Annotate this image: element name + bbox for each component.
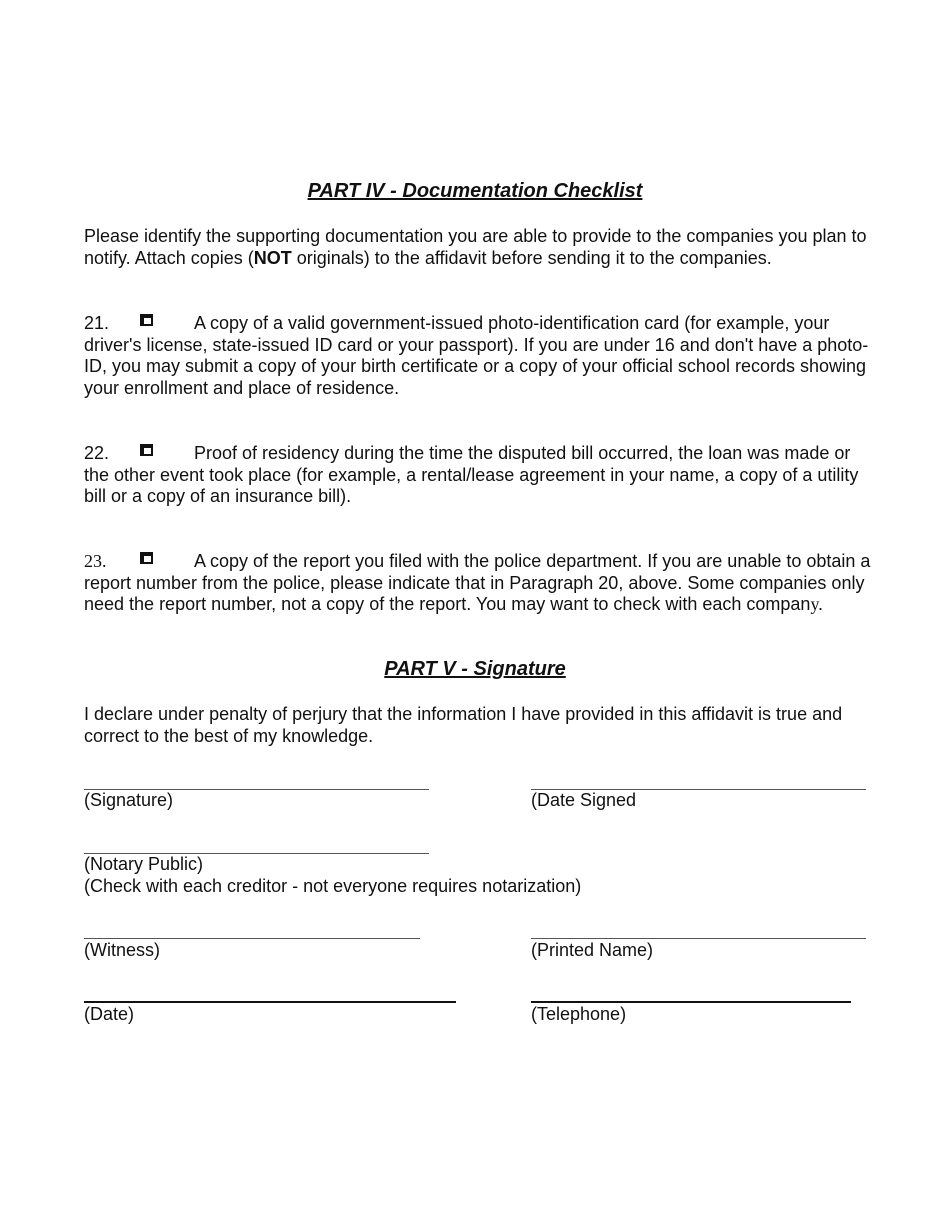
- part-iv-title: PART IV - Documentation Checklist: [307, 180, 643, 202]
- printed-name-label: (Printed Name): [531, 940, 654, 960]
- telephone-label: (Telephone): [531, 1004, 627, 1024]
- date-line[interactable]: [84, 1001, 456, 1003]
- checklist-intro: [84, 226, 874, 269]
- date-label: (Date): [84, 1004, 135, 1024]
- checkbox-item-21[interactable]: [136, 315, 194, 329]
- intro-text-start: Please identify the supporting documentation you are able to provide to the companies you plan to notify. Attach copies (: [84, 226, 867, 268]
- checkbox-icon: [140, 552, 153, 564]
- intro-text-end: originals) to the affidavit before sending it to the companies.: [291, 247, 772, 268]
- notary-note: (Check with each creditor - not everyone requires notarization): [84, 876, 582, 896]
- part-v-title: PART V - Signature: [384, 658, 566, 680]
- checklist-item-21: [84, 313, 874, 399]
- notary-label: (Notary Public): [84, 854, 204, 874]
- item-number: 22.: [84, 443, 110, 463]
- item-text: A copy of the report you filed with the police department. If you are unable to obtain a report number from the police, please indicate that in Paragraph 20, above. Some companies only need the report number, not a copy of the report. You may want to check with each compan: [84, 551, 871, 614]
- intro-emphasis: NOT: [253, 247, 292, 268]
- checklist-item-23: [84, 551, 874, 616]
- checkbox-item-23[interactable]: [136, 553, 194, 567]
- item-text: A copy of a valid government-issued photo-identification card (for example, your driver's license, state-issued ID card or your passport). If you are under 16 and don't have a photo-ID, you may submit a copy of your birth certificate or a copy of your official school records showing your enrollment and place of residence.: [84, 313, 869, 398]
- checklist-item-22: [84, 443, 874, 508]
- date-signed-label: (Date Signed: [531, 790, 637, 810]
- item-text-tail: y.: [810, 594, 823, 614]
- telephone-line[interactable]: [531, 1001, 851, 1003]
- item-text: Proof of residency during the time the disputed bill occurred, the loan was made or the other event took place (for example, a rental/lease agreement in your name, a copy of a utility bill or a copy of an insurance bill).: [84, 443, 859, 506]
- checkbox-icon: [140, 444, 153, 456]
- declaration-text: I declare under penalty of perjury that the information I have provided in this affidavit is true and correct to the best of my knowledge.: [84, 704, 843, 746]
- item-number: 23.: [84, 551, 107, 571]
- signature-label: (Signature): [84, 790, 174, 810]
- checkbox-item-22[interactable]: [136, 445, 194, 459]
- printed-name-line[interactable]: [531, 938, 866, 939]
- checkbox-icon: [140, 314, 153, 326]
- witness-label: (Witness): [84, 940, 160, 960]
- witness-line[interactable]: [84, 938, 420, 939]
- item-number: 21.: [84, 313, 110, 333]
